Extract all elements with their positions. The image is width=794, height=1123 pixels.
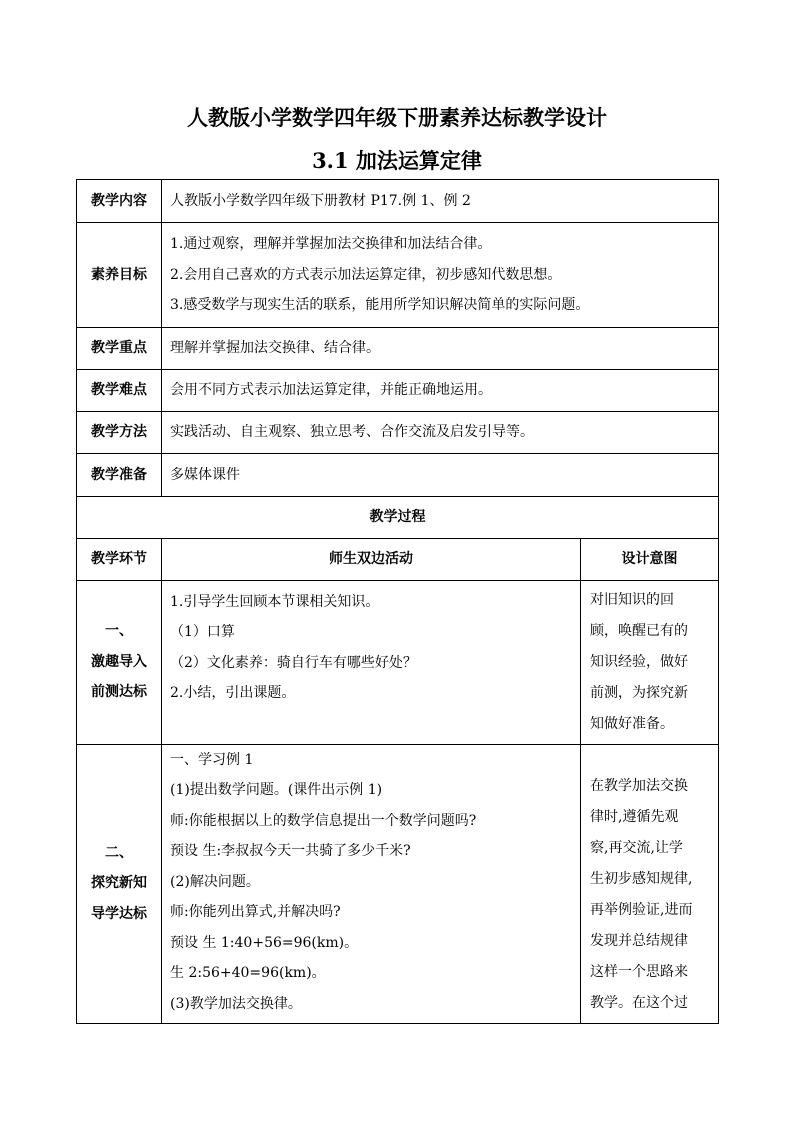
activity-line: (1)提出数学问题。(课件出示例 1) xyxy=(170,782,383,798)
activity-line: 一、学习例 1 xyxy=(170,751,254,768)
stage-name: 一、 激趣导入 前测达标 xyxy=(77,580,162,744)
activity-line: （1）口算 xyxy=(170,624,235,640)
table-row xyxy=(77,496,719,538)
intent-cell: 对旧知识的回 顾，唤醒已有的 知识经验，做好 前测，为探究新 知做好准备。 xyxy=(581,580,719,744)
table-row xyxy=(77,180,719,223)
row-label: 教学准备 xyxy=(77,453,162,496)
activity-line: 预设 生 1:40+56=96(km)。 xyxy=(170,934,359,951)
table-row xyxy=(77,538,719,580)
document-title: 人教版小学数学四年级下册素养达标教学设计 xyxy=(187,105,607,130)
activity-line: 生 2:56+40=96(km)。 xyxy=(170,965,326,981)
table-row xyxy=(77,744,719,1023)
process-title: 教学过程 xyxy=(77,496,719,538)
table-row xyxy=(77,580,719,744)
activity-line: (2)解决问题。 xyxy=(170,873,260,890)
row-label: 教学难点 xyxy=(77,369,162,411)
table-row xyxy=(77,453,719,496)
table-row xyxy=(77,327,719,369)
row-value: 实践活动、自主观察、独立思考、合作交流及启发引导等。 xyxy=(162,411,719,453)
table-row xyxy=(77,223,719,328)
activity-line: 师:你能根据以上的数学信息提出一个数学问题吗? xyxy=(170,812,477,829)
activity-line: 2.小结，引出课题。 xyxy=(170,685,296,701)
activity-line: 预设 生:李叔叔今天一共骑了多少千米? xyxy=(170,843,411,859)
activity-line: （2）文化素养：骑自行车有哪些好处？ xyxy=(170,654,417,671)
lesson-plan-table xyxy=(76,179,719,1024)
activity-line: 师:你能列出算式,并解决吗? xyxy=(170,904,341,920)
goal-line: 1.通过观察，理解并掌握加法交换律和加法结合律。 xyxy=(170,236,492,252)
column-header: 设计意图 xyxy=(581,538,719,580)
activity-line: (3)教学加法交换律。 xyxy=(170,995,302,1012)
row-value: 理解并掌握加法交换律、结合律。 xyxy=(162,327,719,369)
row-label: 教学重点 xyxy=(77,327,162,369)
intent-cell: 在教学加法交换 律时,遵循先观 察,再交流,让学 生初步感知规律, 再举例验证,进而 发现并总结规律 这样一个思路来 教学。在这个过 xyxy=(581,744,719,1023)
row-value: 多媒体课件 xyxy=(162,453,719,496)
activity-cell xyxy=(162,580,581,744)
column-header: 教学环节 xyxy=(77,538,162,580)
row-label: 教学方法 xyxy=(77,411,162,453)
row-label: 素养目标 xyxy=(77,223,162,328)
goal-line: 2.会用自己喜欢的方式表示加法运算定律，初步感知代数思想。 xyxy=(170,266,562,283)
table-row xyxy=(77,369,719,411)
document-subtitle: 3.1 加法运算定律 xyxy=(312,148,482,173)
goal-line: 3.感受数学与现实生活的联系，能用所学知识解决简单的实际问题。 xyxy=(170,297,590,313)
activity-cell xyxy=(162,744,581,1023)
row-value: 会用不同方式表示加法运算定律，并能正确地运用。 xyxy=(162,369,719,411)
row-value: 人教版小学数学四年级下册教材 P17.例 1、例 2 xyxy=(162,180,719,223)
stage-name: 二、 探究新知 导学达标 xyxy=(77,744,162,1023)
column-header: 师生双边活动 xyxy=(162,538,581,580)
table-row xyxy=(77,411,719,453)
activity-line: 1.引导学生回顾本节课相关知识。 xyxy=(170,593,380,610)
goals-cell xyxy=(162,223,719,328)
row-label: 教学内容 xyxy=(77,180,162,223)
